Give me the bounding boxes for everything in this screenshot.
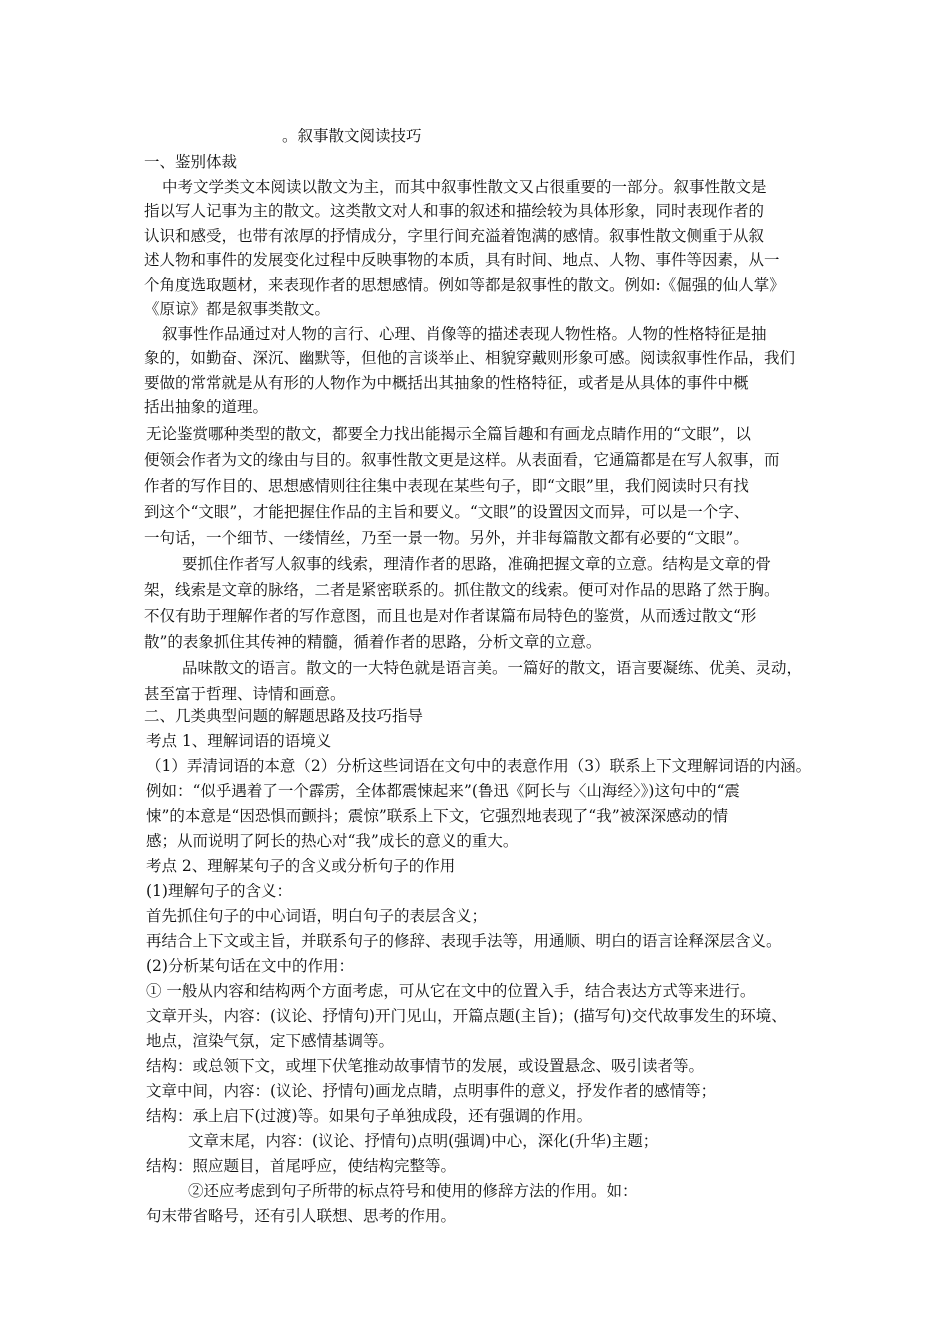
paragraph-line: 文章开头，内容：(议论、抒情句)开门见山，开篇点题(主旨)；(描写句)交代故事发生的环境、 xyxy=(146,1007,787,1025)
paragraph-line: 文章中间，内容：(议论、抒情句)画龙点睛，点明事件的意义，抒发作者的感情等； xyxy=(146,1082,717,1100)
paragraph-line: 架，线索是文章的脉络，二者是紧密联系的。抓住散文的线索。便可对作品的思路了然于胸。 xyxy=(144,581,780,599)
paragraph-line: 无论鉴赏哪种类型的散文，都要全力找出能揭示全篇旨趣和有画龙点睛作用的“文眼”，以 xyxy=(146,425,751,443)
paragraph-line: (2)分析某句话在文中的作用： xyxy=(146,957,354,975)
paragraph-line: 品味散文的语言。散文的一大特色就是语言美。一篇好的散文，语言要凝练、优美、灵动， xyxy=(182,659,803,677)
paragraph-line: 散”的表象抓住其传神的精髓，循着作者的思路，分析文章的立意。 xyxy=(144,633,602,651)
paragraph-line: ① 一般从内容和结构两个方面考虑，可从它在文中的位置入手，结合表达方式等来进行。 xyxy=(146,982,756,1000)
paragraph-line: 再结合上下文或主旨，并联系句子的修辞、表现手法等，用通顺、明白的语言诠释深层含义。 xyxy=(146,932,782,950)
paragraph-line: 便领会作者为文的缘由与目的。叙事性散文更是这样。从表面看，它通篇都是在写人叙事，而 xyxy=(144,451,780,469)
paragraph-line: 象的，如勤奋、深沉、幽默等，但他的言谈举止、相貌穿戴则形象可感。阅读叙事性作品，我们 xyxy=(144,349,796,367)
paragraph-line: 悚”的本意是“因恐惧而颤抖；震惊”联系上下文，它强烈地表现了“我”被深深感动的情 xyxy=(146,807,729,825)
paragraph-line: 个角度选取题材，来表现作者的思想感情。例如等都是叙事性的散文。例如:《倔强的仙人掌》 xyxy=(144,276,785,294)
paragraph-line: 感；从而说明了阿长的热心对“我”成长的意义的重大。 xyxy=(146,832,519,850)
paragraph-line: 一句话，一个细节、一缕情丝，乃至一景一物。另外，并非每篇散文都有必要的“文眼”。 xyxy=(144,529,749,547)
subheading-kaodian-1: 考点 1、理解词语的语境义 xyxy=(146,732,332,750)
paragraph-line: 到这个“文眼”，才能把握住作品的主旨和要义。“文眼”的设置因文而异，可以是一个字、 xyxy=(144,503,750,521)
paragraph-line: 指以写人记事为主的散文。这类散文对人和事的叙述和描绘较为具体形象，同时表现作者的 xyxy=(144,202,765,220)
paragraph-line: 首先抓住句子的中心词语，明白句子的表层含义； xyxy=(146,907,488,925)
paragraph-line: 地点，渲染气氛，定下感情基调等。 xyxy=(146,1032,395,1050)
paragraph-line: 括出抽象的道理。 xyxy=(144,398,269,416)
paragraph-line: 作者的写作目的、思想感情则往往集中表现在某些句子，即“文眼”里，我们阅读时只有找 xyxy=(144,477,749,495)
paragraph-line: 结构：或总领下文，或埋下伏笔推动故事情节的发展，或设置悬念、吸引读者等。 xyxy=(146,1057,705,1075)
paragraph-line: 句末带省略号，还有引人联想、思考的作用。 xyxy=(146,1207,457,1225)
section-heading-1: 一、鉴别体裁 xyxy=(144,153,238,171)
subheading-kaodian-2: 考点 2、理解某句子的含义或分析句子的作用 xyxy=(146,857,456,875)
paragraph-line: 中考文学类文本阅读以散文为主，而其中叙事性散文又占很重要的一部分。叙事性散文是 xyxy=(162,178,767,196)
paragraph-line: 要抓住作者写人叙事的线索，理清作者的思路，准确把握文章的立意。结构是文章的骨 xyxy=(182,555,772,573)
paragraph-line: ②还应考虑到句子所带的标点符号和使用的修辞方法的作用。如： xyxy=(188,1182,638,1200)
paragraph-line: 结构：承上启下(过渡)等。如果句子单独成段，还有强调的作用。 xyxy=(146,1107,593,1125)
paragraph-line: 叙事性作品通过对人物的言行、心理、肖像等的描述表现人物性格。人物的性格特征是抽 xyxy=(162,325,767,343)
section-heading-2: 二、几类典型问题的解题思路及技巧指导 xyxy=(144,707,424,725)
paragraph-line: 结构：照应题目，首尾呼应，使结构完整等。 xyxy=(146,1157,457,1175)
paragraph-line: (1)理解句子的含义： xyxy=(146,882,292,900)
paragraph-line: 例如：“似乎遇着了一个霹雳，全体都震悚起来”(鲁迅《阿长与〈山海经〉》)这句中的“震 xyxy=(146,782,740,800)
paragraph-line: 甚至富于哲理、诗情和画意。 xyxy=(144,685,346,703)
document-title: 。叙事散文阅读技巧 xyxy=(282,127,422,145)
paragraph-line: 《原谅》都是叙事类散文。 xyxy=(144,300,331,318)
paragraph-line: 认识和感受，也带有浓厚的抒情成分，字里行间充溢着饱满的感情。叙事性散文侧重于从叙 xyxy=(144,227,765,245)
paragraph-line: 要做的常常就是从有形的人物作为中概括出其抽象的性格特征，或者是从具体的事件中概 xyxy=(144,374,749,392)
paragraph-line: （1）弄清词语的本意（2）分析这些词语在文句中的表意作用（3）联系上下文理解词语的内涵。 xyxy=(146,757,812,775)
paragraph-line: 文章末尾，内容：(议论、抒情句)点明(强调)中心，深化(升华)主题； xyxy=(188,1132,659,1150)
paragraph-line: 述人物和事件的发展变化过程中反映事物的本质，具有时间、地点、人物、事件等因素，从一 xyxy=(144,251,780,269)
paragraph-line: 不仅有助于理解作者的写作意图，而且也是对作者谋篇布局特色的鉴赏，从而透过散文“形 xyxy=(144,607,757,625)
